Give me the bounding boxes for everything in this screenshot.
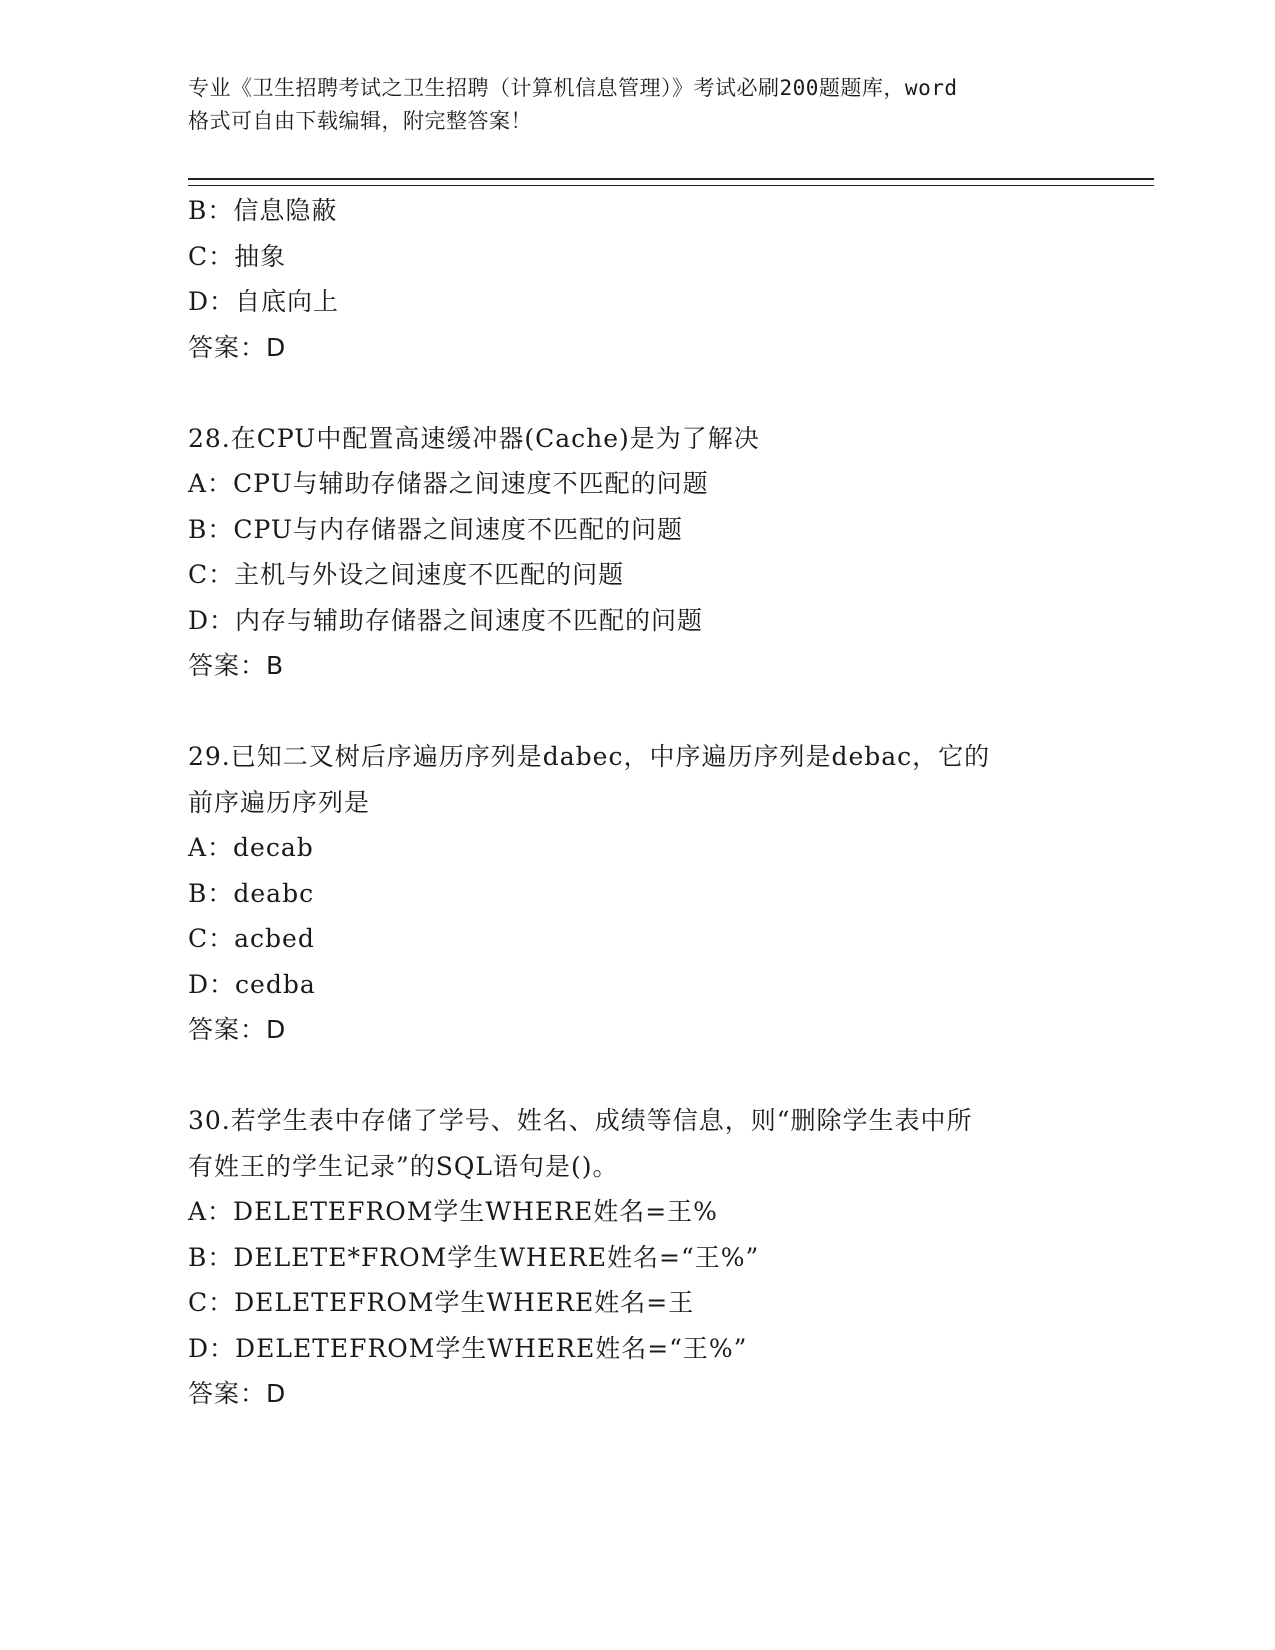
answer-line: 答案：D [188, 1379, 287, 1408]
question-29 [188, 734, 1088, 1053]
answer-line: 答案：B [188, 651, 285, 680]
option-a: A：CPU与辅助存储器之间速度不匹配的问题 [188, 469, 709, 498]
question-27 [188, 188, 1088, 370]
question-28 [188, 416, 1088, 689]
option-d: D：DELETEFROM学生WHERE姓名=“王%” [188, 1333, 748, 1363]
answer-line: 答案：D [188, 332, 287, 362]
option-d: D：内存与辅助存储器之间速度不匹配的问题 [188, 605, 704, 635]
page-header [188, 72, 1088, 138]
spacer [188, 370, 1088, 416]
header-title-line-1: 专业《卫生招聘考试之卫生招聘（计算机信息管理）》考试必刷200题题库，word [188, 76, 958, 100]
option-a: A：DELETEFROM学生WHERE姓名=王% [188, 1197, 718, 1226]
question-list [188, 188, 1088, 1417]
header-title-line-2: 格式可自由下载编辑，附完整答案！ [188, 109, 532, 133]
option-c: C：DELETEFROM学生WHERE姓名=王 [188, 1288, 695, 1317]
option-b: B：DELETE*FROM学生WHERE姓名=“王%” [188, 1242, 760, 1272]
option-c: C：主机与外设之间速度不匹配的问题 [188, 560, 625, 589]
question-stem-line-2: 有姓王的学生记录”的SQL语句是()。 [188, 1151, 619, 1181]
option-c: C：acbed [188, 924, 315, 953]
spacer [188, 689, 1088, 735]
spacer [188, 1053, 1088, 1099]
question-30 [188, 1098, 1088, 1417]
option-d: D：cedba [188, 969, 316, 999]
header-divider [188, 178, 1154, 186]
question-stem: 28.在CPU中配置高速缓冲器(Cache)是为了解决 [188, 423, 760, 453]
question-stem-line-1: 29.已知二叉树后序遍历序列是dabec，中序遍历序列是debac，它的 [188, 742, 991, 771]
option-d: D：自底向上 [188, 287, 340, 316]
option-a: A：decab [188, 833, 314, 862]
answer-line: 答案：D [188, 1015, 287, 1044]
question-stem-line-1: 30.若学生表中存储了学号、姓名、成绩等信息，则“删除学生表中所 [188, 1106, 973, 1135]
option-b: B：CPU与内存储器之间速度不匹配的问题 [188, 514, 683, 544]
option-b: B：deabc [188, 878, 315, 908]
option-c: C：抽象 [188, 241, 287, 271]
question-stem-line-2: 前序遍历序列是 [188, 787, 371, 817]
option-b: B：信息隐蔽 [188, 196, 338, 225]
